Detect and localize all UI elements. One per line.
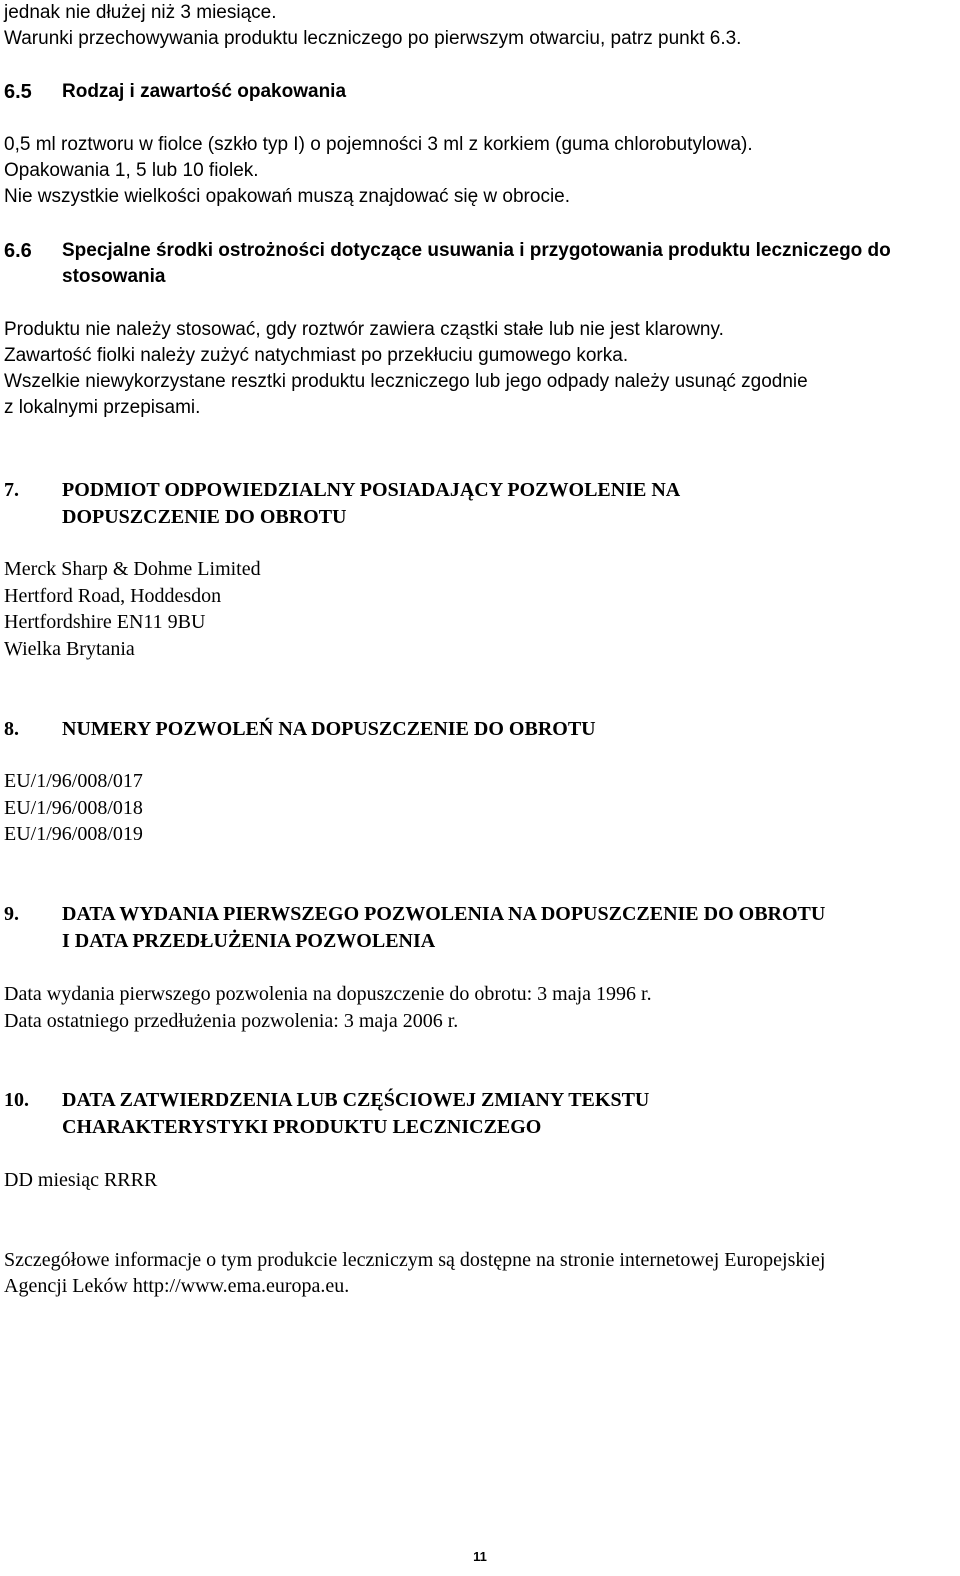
section-9-number: 9.: [4, 903, 19, 925]
page-number: 11: [473, 1549, 487, 1564]
address-line-2: Hertford Road, Hoddesdon: [4, 585, 222, 607]
authorization-number-2: EU/1/96/008/018: [4, 797, 143, 819]
address-line-1: Merck Sharp & Dohme Limited: [4, 558, 261, 580]
section-6-5-title: Rodzaj i zawartość opakowania: [62, 81, 347, 102]
section-6-5-paragraph-2: Opakowania 1, 5 lub 10 fiolek.: [4, 160, 259, 181]
section-9-title-line-2: I DATA PRZEDŁUŻENIA POZWOLENIA: [62, 930, 436, 952]
section-6-6-paragraph-4: z lokalnymi przepisami.: [4, 397, 201, 418]
intro-line-2: Warunki przechowywania produktu leczniczego po pierwszym otwarciu, patrz punkt 6.3.: [4, 28, 742, 49]
section-6-6-paragraph-3: Wszelkie niewykorzystane resztki produktu leczniczego lub jego odpady należy usunąć zgodnie: [4, 371, 808, 392]
ema-info-line-1: Szczegółowe informacje o tym produkcie leczniczym są dostępne na stronie internetowej Europejskiej: [4, 1249, 826, 1271]
section-10-title-line-1: DATA ZATWIERDZENIA LUB CZĘŚCIOWEJ ZMIANY TEKSTU: [62, 1089, 650, 1111]
section-10-title-line-2: CHARAKTERYSTYKI PRODUKTU LECZNICZEGO: [62, 1116, 542, 1138]
intro-line-1: jednak nie dłużej niż 3 miesiące.: [4, 2, 277, 23]
section-6-6-paragraph-1: Produktu nie należy stosować, gdy roztwór zawiera cząstki stałe lub nie jest klarowny.: [4, 319, 724, 340]
section-9-title-line-1: DATA WYDANIA PIERWSZEGO POZWOLENIA NA DOPUSZCZENIE DO OBROTU: [62, 903, 826, 925]
section-7-title-line-2: DOPUSZCZENIE DO OBROTU: [62, 506, 347, 528]
authorization-number-3: EU/1/96/008/019: [4, 823, 143, 845]
section-9-paragraph-2: Data ostatniego przedłużenia pozwolenia: 3 maja 2006 r.: [4, 1010, 459, 1032]
section-6-6-title-line-1: Specjalne środki ostrożności dotyczące usuwania i przygotowania produktu leczniczego do: [62, 240, 891, 261]
section-8-number: 8.: [4, 718, 19, 740]
address-line-3: Hertfordshire EN11 9BU: [4, 611, 206, 633]
section-6-5-number: 6.5: [4, 81, 32, 103]
section-6-6-number: 6.6: [4, 240, 32, 262]
section-8-title: NUMERY POZWOLEŃ NA DOPUSZCZENIE DO OBROTU: [62, 718, 596, 740]
ema-info-line-2: Agencji Leków http://www.ema.europa.eu.: [4, 1275, 350, 1297]
address-line-4: Wielka Brytania: [4, 638, 135, 660]
section-6-5-paragraph-3: Nie wszystkie wielkości opakowań muszą znajdować się w obrocie.: [4, 186, 571, 207]
section-6-6-title-line-2: stosowania: [62, 266, 166, 287]
section-6-5-paragraph-1: 0,5 ml roztworu w fiolce (szkło typ I) o pojemności 3 ml z korkiem (guma chlorobutylowa).: [4, 134, 753, 155]
section-10-paragraph-1: DD miesiąc RRRR: [4, 1169, 158, 1191]
section-9-paragraph-1: Data wydania pierwszego pozwolenia na dopuszczenie do obrotu: 3 maja 1996 r.: [4, 983, 652, 1005]
section-10-number: 10.: [4, 1089, 29, 1111]
section-7-number: 7.: [4, 479, 19, 501]
section-6-6-paragraph-2: Zawartość fiolki należy zużyć natychmiast po przekłuciu gumowego korka.: [4, 345, 629, 366]
authorization-number-1: EU/1/96/008/017: [4, 770, 143, 792]
section-7-title-line-1: PODMIOT ODPOWIEDZIALNY POSIADAJĄCY POZWOLENIE NA: [62, 479, 681, 501]
